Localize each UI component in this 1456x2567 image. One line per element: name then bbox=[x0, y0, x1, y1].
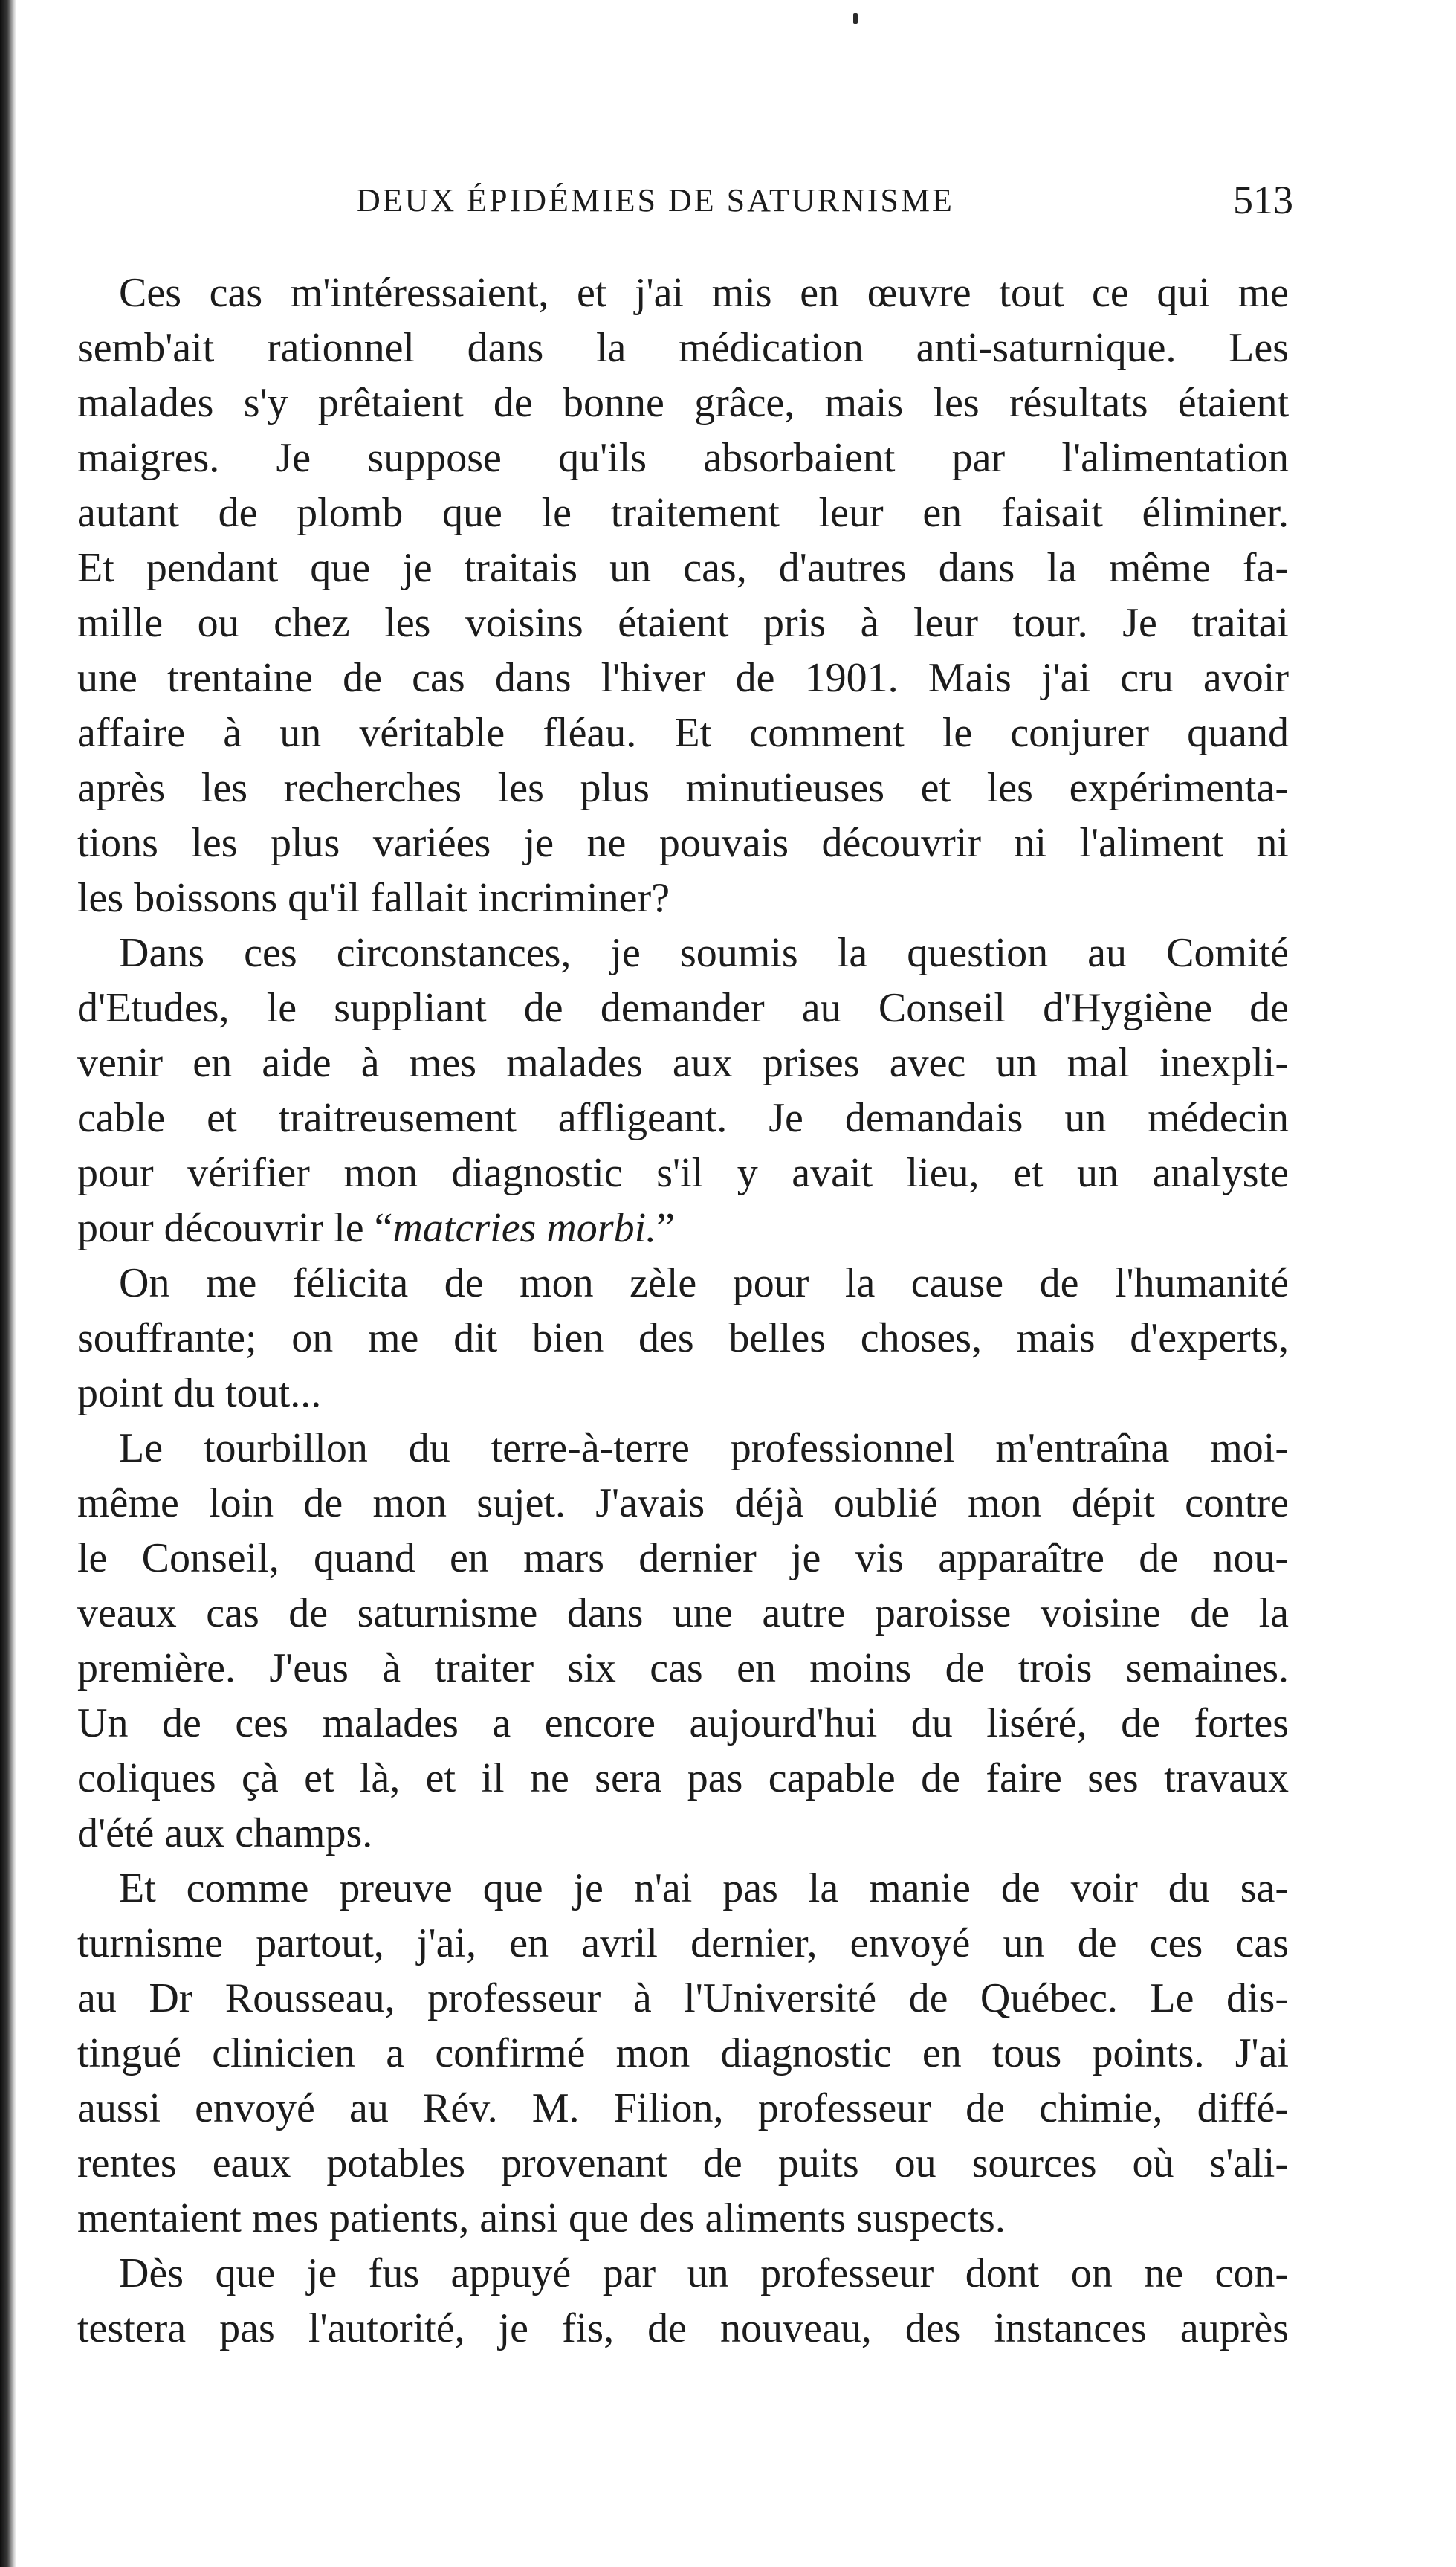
text-line: première. J'eus à traiter six cas en moins de trois semaines. bbox=[77, 1645, 1289, 1691]
text-line: aussi envoyé au Rév. M. Filion, professeur de chimie, diffé- bbox=[77, 2085, 1289, 2131]
text-line-latin-quote bbox=[77, 1201, 1289, 1256]
text-line: point du tout... bbox=[77, 1370, 322, 1416]
text-line: Le tourbillon du terre-à-terre professionnel m'entraîna moi- bbox=[119, 1425, 1289, 1471]
text-line: venir en aide à mes malades aux prises avec un mal inexpli- bbox=[77, 1040, 1289, 1086]
binding-edge-shadow bbox=[0, 0, 16, 2567]
ink-speck bbox=[853, 13, 858, 24]
body-text bbox=[77, 265, 1289, 2356]
text-line: turnisme partout, j'ai, en avril dernier, envoyé un de ces cas bbox=[77, 1920, 1289, 1966]
text-line: cable et traitreusement affligeant. Je demandais un médecin bbox=[77, 1095, 1289, 1141]
text-line: Ces cas m'intéressaient, et j'ai mis en œuvre tout ce qui me bbox=[119, 270, 1289, 316]
page-number: 513 bbox=[1233, 178, 1293, 222]
text-line: semb'ait rationnel dans la médication anti-saturnique. Les bbox=[77, 325, 1289, 371]
text-line: les boissons qu'il fallait incriminer? bbox=[77, 875, 670, 921]
text-line: Et pendant que je traitais un cas, d'autres dans la même fa- bbox=[77, 545, 1289, 591]
quote-lead-text: pour découvrir le “ bbox=[77, 1205, 393, 1251]
text-line: testera pas l'autorité, je fis, de nouveau, des instances auprès bbox=[77, 2305, 1289, 2351]
text-line: pour vérifier mon diagnostic s'il y avait lieu, et un analyste bbox=[77, 1150, 1289, 1196]
text-line: autant de plomb que le traitement leur en faisait éliminer. bbox=[77, 490, 1289, 536]
text-line: même loin de mon sujet. J'avais déjà oublié mon dépit contre bbox=[77, 1480, 1289, 1526]
latin-phrase: matcries morbi. bbox=[392, 1205, 657, 1251]
text-line: tingué clinicien a confirmé mon diagnostic en tous points. J'ai bbox=[77, 2030, 1289, 2076]
text-line: rentes eaux potables provenant de puits ou sources où s'ali- bbox=[77, 2140, 1289, 2186]
text-line: On me félicita de mon zèle pour la cause de l'humanité bbox=[119, 1260, 1289, 1306]
text-line: Dès que je fus appuyé par un professeur dont on ne con- bbox=[119, 2250, 1289, 2296]
text-line: coliques çà et là, et il ne sera pas capable de faire ses travaux bbox=[77, 1755, 1289, 1801]
text-line: tions les plus variées je ne pouvais découvrir ni l'aliment ni bbox=[77, 820, 1289, 866]
running-head-title: DEUX ÉPIDÉMIES DE SATURNISME bbox=[357, 182, 954, 219]
text-line: Dans ces circonstances, je soumis la question au Comité bbox=[119, 930, 1289, 976]
text-line: mentaient mes patients, ainsi que des aliments suspects. bbox=[77, 2195, 1006, 2241]
closing-quote: ” bbox=[656, 1205, 675, 1251]
text-line: Et comme preuve que je n'ai pas la manie de voir du sa- bbox=[119, 1865, 1289, 1911]
running-head bbox=[74, 177, 1293, 229]
text-line: d'Etudes, le suppliant de demander au Conseil d'Hygiène de bbox=[77, 985, 1289, 1031]
text-line: après les recherches les plus minutieuses et les expérimenta- bbox=[77, 765, 1289, 811]
text-line: maigres. Je suppose qu'ils absorbaient par l'alimentation bbox=[77, 435, 1289, 481]
text-line: une trentaine de cas dans l'hiver de 1901. Mais j'ai cru avoir bbox=[77, 655, 1289, 701]
text-line: affaire à un véritable fléau. Et comment le conjurer quand bbox=[77, 710, 1289, 756]
text-line: le Conseil, quand en mars dernier je vis apparaître de nou- bbox=[77, 1535, 1289, 1581]
text-line: d'été aux champs. bbox=[77, 1810, 373, 1856]
text-line: malades s'y prêtaient de bonne grâce, mais les résultats étaient bbox=[77, 380, 1289, 426]
text-line: au Dr Rousseau, professeur à l'Université de Québec. Le dis- bbox=[77, 1975, 1289, 2021]
text-line: Un de ces malades a encore aujourd'hui du liséré, de fortes bbox=[77, 1700, 1289, 1746]
text-line: souffrante; on me dit bien des belles choses, mais d'experts, bbox=[77, 1315, 1289, 1361]
text-line: mille ou chez les voisins étaient pris à leur tour. Je traitai bbox=[77, 600, 1289, 646]
text-line: veaux cas de saturnisme dans une autre paroisse voisine de la bbox=[77, 1590, 1289, 1636]
